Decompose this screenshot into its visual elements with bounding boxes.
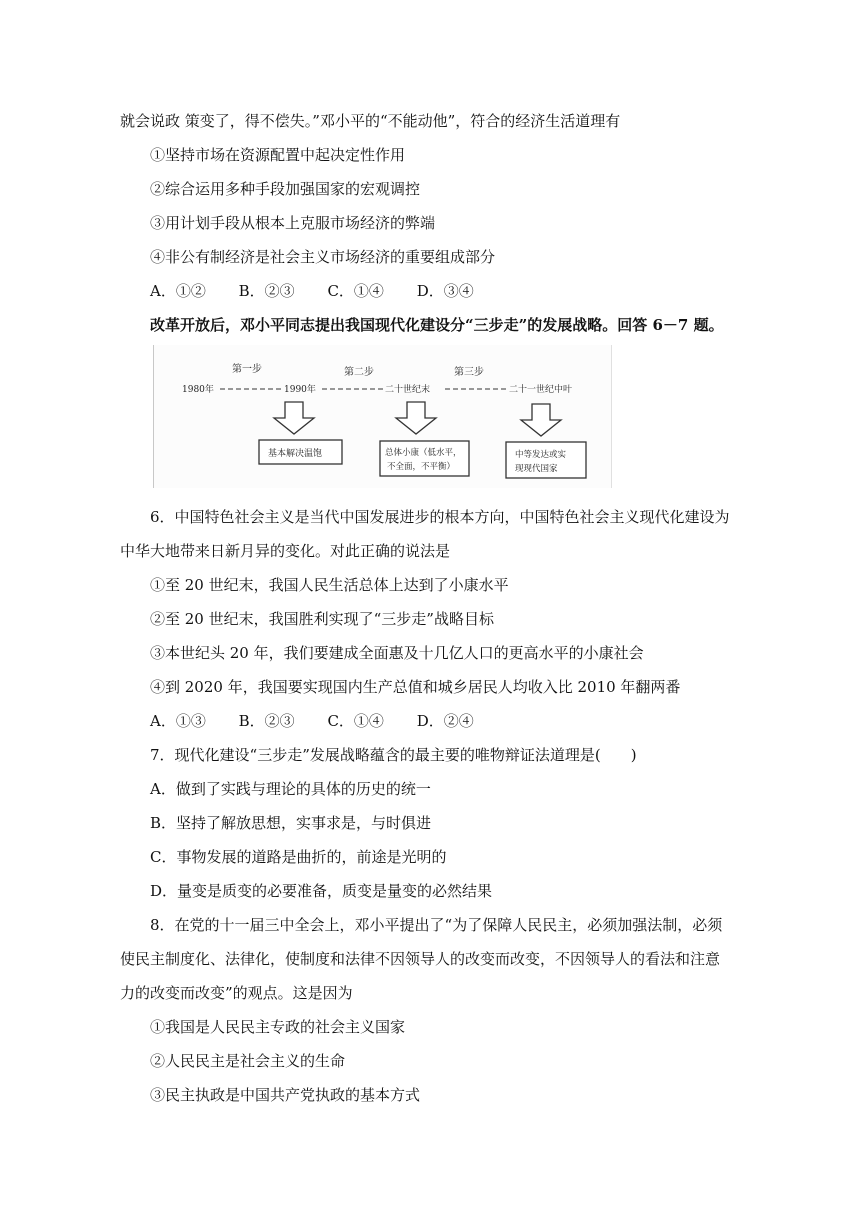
step-label: 第二步 [344,367,374,378]
answer-choices [150,281,502,301]
down-arrow-icon [274,402,314,434]
goal-text: 总体小康（低水平， [385,448,462,458]
choice-b: B．坚持了解放思想，实事求是，与时俱进 [150,814,432,832]
option-item: ①坚持市场在资源配置中起决定性作用 [150,146,406,164]
option-item: ②综合运用多种手段加强国家的宏观调控 [150,180,421,198]
time-label: 二十世纪末 [385,385,431,395]
goal-text: 不全面，不平衡） [387,462,456,472]
option-item: ①我国是人民民主专政的社会主义国家 [150,1018,406,1036]
choice-c: C．事物发展的道路是曲折的，前途是光明的 [150,848,447,866]
time-label: 二十一世纪中叶 [509,385,573,395]
choice-b: B．②③ [238,282,295,300]
question-7: 7．现代化建设“三步走”发展战略蕴含的最主要的唯物辩证法道理是( ) [150,746,637,764]
choice-a: A．①② [150,282,206,300]
text-line: 力的改变而改变”的观点。这是因为 [120,984,353,1002]
choice-a: A．做到了实践与理论的具体的历史的统一 [150,780,431,798]
choice-c: C．①④ [327,282,384,300]
choice-a: A．①③ [150,712,206,730]
question-8: 8．在党的十一届三中全会上，邓小平提出了“为了保障人民民主，必须加强法制，必须 [150,916,723,934]
option-item: ④到 2020 年，我国要实现国内生产总值和城乡居民人均收入比 2010 年翻两番 [150,678,681,696]
choice-d: D．②④ [416,712,474,730]
section-intro: 改革开放后，邓小平同志提出我国现代化建设分“三步走”的发展战略。回答 6－7 题。 [150,316,724,334]
option-item: ①至 20 世纪末，我国人民生活总体上达到了小康水平 [150,576,509,594]
text-line: 就会说政 策变了，得不偿失。”邓小平的“不能动他”，符合的经济生活道理有 [120,112,621,130]
option-item: ③本世纪头 20 年，我们要建成全面惠及十几亿人口的更高水平的小康社会 [150,644,644,662]
option-item: ②至 20 世纪末，我国胜利实现了“三步走”战略目标 [150,610,494,628]
choice-d: D．③④ [416,282,474,300]
option-item: ③用计划手段从根本上克服市场经济的弊端 [150,214,436,232]
down-arrow-icon [396,402,436,434]
time-label: 1990年 [284,385,316,395]
goal-text: 中等发达或实 [515,450,567,460]
choice-c: C．①④ [327,712,384,730]
step-label: 第一步 [232,364,262,375]
choice-b: B．②③ [238,712,295,730]
answer-choices [150,711,502,731]
choice-d: D．量变是质变的必要准备，质变是量变的必然结果 [150,882,493,900]
option-item: ③民主执政是中国共产党执政的基本方式 [150,1086,421,1104]
down-arrow-icon [521,404,561,436]
time-label: 1980年 [182,385,214,395]
option-item: ④非公有制经济是社会主义市场经济的重要组成部分 [150,248,496,266]
goal-text: 现现代国家 [515,464,558,474]
step-label: 第三步 [454,367,484,378]
goal-text: 基本解决温饱 [268,449,323,459]
option-item: ②人民民主是社会主义的生命 [150,1052,346,1070]
question-6: 6．中国特色社会主义是当代中国发展进步的根本方向，中国特色社会主义现代化建设为 [150,508,730,526]
three-step-diagram [153,345,612,488]
text-line: 使民主制度化、法律化，使制度和法律不因领导人的改变而改变，不因领导人的看法和注意 [120,950,721,968]
text-line: 中华大地带来日新月异的变化。对此正确的说法是 [120,542,451,560]
